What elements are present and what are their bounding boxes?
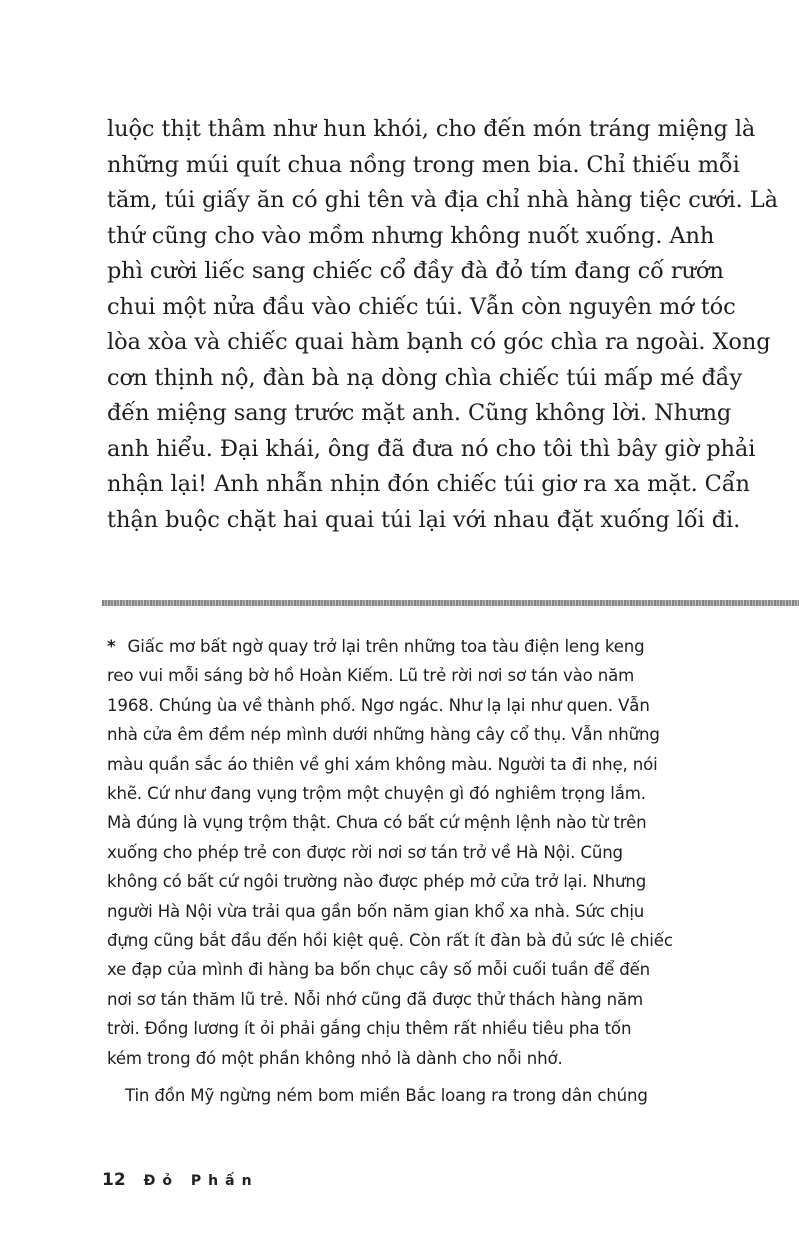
footnote-line: màu quần sắc áo thiên về ghi xám không màu. Người ta đi nhẹ, nói: [107, 754, 658, 774]
section-divider: [102, 600, 799, 606]
footnote-line: * Giấc mơ bất ngờ quay trở lại trên những toa tàu điện leng keng: [107, 637, 645, 656]
footnote-line: Mà đúng là vụng trộm thật. Chưa có bất cứ mệnh lệnh nào từ trên: [107, 813, 647, 833]
footnote-line: nhà cửa êm đềm nép mình dưới những hàng cây cổ thụ. Vẫn những: [107, 725, 660, 745]
body-line: thứ cũng cho vào mồm nhưng không nuốt xuống. Anh: [107, 222, 715, 249]
footnote-line: khẽ. Cứ như đang vụng trộm một chuyện gì đó nghiêm trọng lắm.: [107, 784, 646, 804]
main-body-text: [107, 112, 778, 538]
body-line: đến miệng sang trước mặt anh. Cũng không lời. Nhưng: [107, 400, 732, 426]
running-title: Đỏ Phấn: [143, 1173, 259, 1189]
page-number: 12: [102, 1170, 126, 1190]
body-line: chui một nửa đầu vào chiếc túi. Vẫn còn nguyên mớ tóc: [107, 293, 736, 320]
footnote-line: người Hà Nội vừa trải qua gần bốn năm gian khổ xa nhà. Sức chịu: [107, 901, 645, 921]
footnote-line: không có bất cứ ngôi trường nào được phép mở cửa trở lại. Nhưng: [107, 872, 647, 892]
footnote-line: trời. Đồng lương ít ỏi phải gắng chịu thêm rất nhiều tiêu pha tốn: [107, 1019, 632, 1039]
page-footer: [102, 1170, 259, 1190]
footnote-second-paragraph: Tin đồn Mỹ ngừng ném bom miền Bắc loang ra trong dân chúng: [125, 1086, 648, 1106]
footnote-text: [107, 632, 707, 1111]
footnote-line: đựng cũng bắt đầu đến hồi kiệt quệ. Còn rất ít đàn bà đủ sức lê chiếc: [107, 931, 673, 951]
body-line: cơn thịnh nộ, đàn bà nạ dòng chìa chiếc túi mấp mé đầy: [107, 364, 743, 391]
footnote-line: xuống cho phép trẻ con được rời nơi sơ tán trở về Hà Nội. Cũng: [107, 842, 623, 862]
footnote-line: kém trong đó một phần không nhỏ là dành cho nỗi nhớ.: [107, 1048, 563, 1068]
body-line: luộc thịt thâm như hun khói, cho đến món tráng miệng là: [107, 116, 756, 142]
body-line: tăm, túi giấy ăn có ghi tên và địa chỉ nhà hàng tiệc cưới. Là: [107, 187, 778, 213]
footnote-line: reo vui mỗi sáng bờ hồ Hoàn Kiếm. Lũ trẻ rời nơi sơ tán vào năm: [107, 666, 635, 686]
body-line: phì cười liếc sang chiếc cổ đầy đà đỏ tím đang cố rướn: [107, 258, 724, 284]
body-line: những múi quít chua nồng trong men bia. Chỉ thiếu mỗi: [107, 151, 740, 178]
body-line: anh hiểu. Đại khái, ông đã đưa nó cho tôi thì bây giờ phải: [107, 435, 756, 462]
body-line: nhận lại! Anh nhẫn nhịn đón chiếc túi giơ ra xa mặt. Cẩn: [107, 471, 750, 497]
footnote-line: 1968. Chúng ùa về thành phố. Ngơ ngác. Như lạ lại như quen. Vẫn: [107, 695, 650, 715]
body-line: lòa xòa và chiếc quai hàm bạnh có góc chìa ra ngoài. Xong: [107, 329, 771, 355]
footnote-line: nơi sơ tán thăm lũ trẻ. Nỗi nhớ cũng đã được thử thách hàng năm: [107, 989, 643, 1009]
footnote-line: xe đạp của mình đi hàng ba bốn chục cây số mỗi cuối tuần để đến: [107, 960, 651, 980]
body-line: thận buộc chặt hai quai túi lại với nhau đặt xuống lối đi.: [107, 506, 741, 533]
footnote-marker: *: [107, 637, 116, 656]
